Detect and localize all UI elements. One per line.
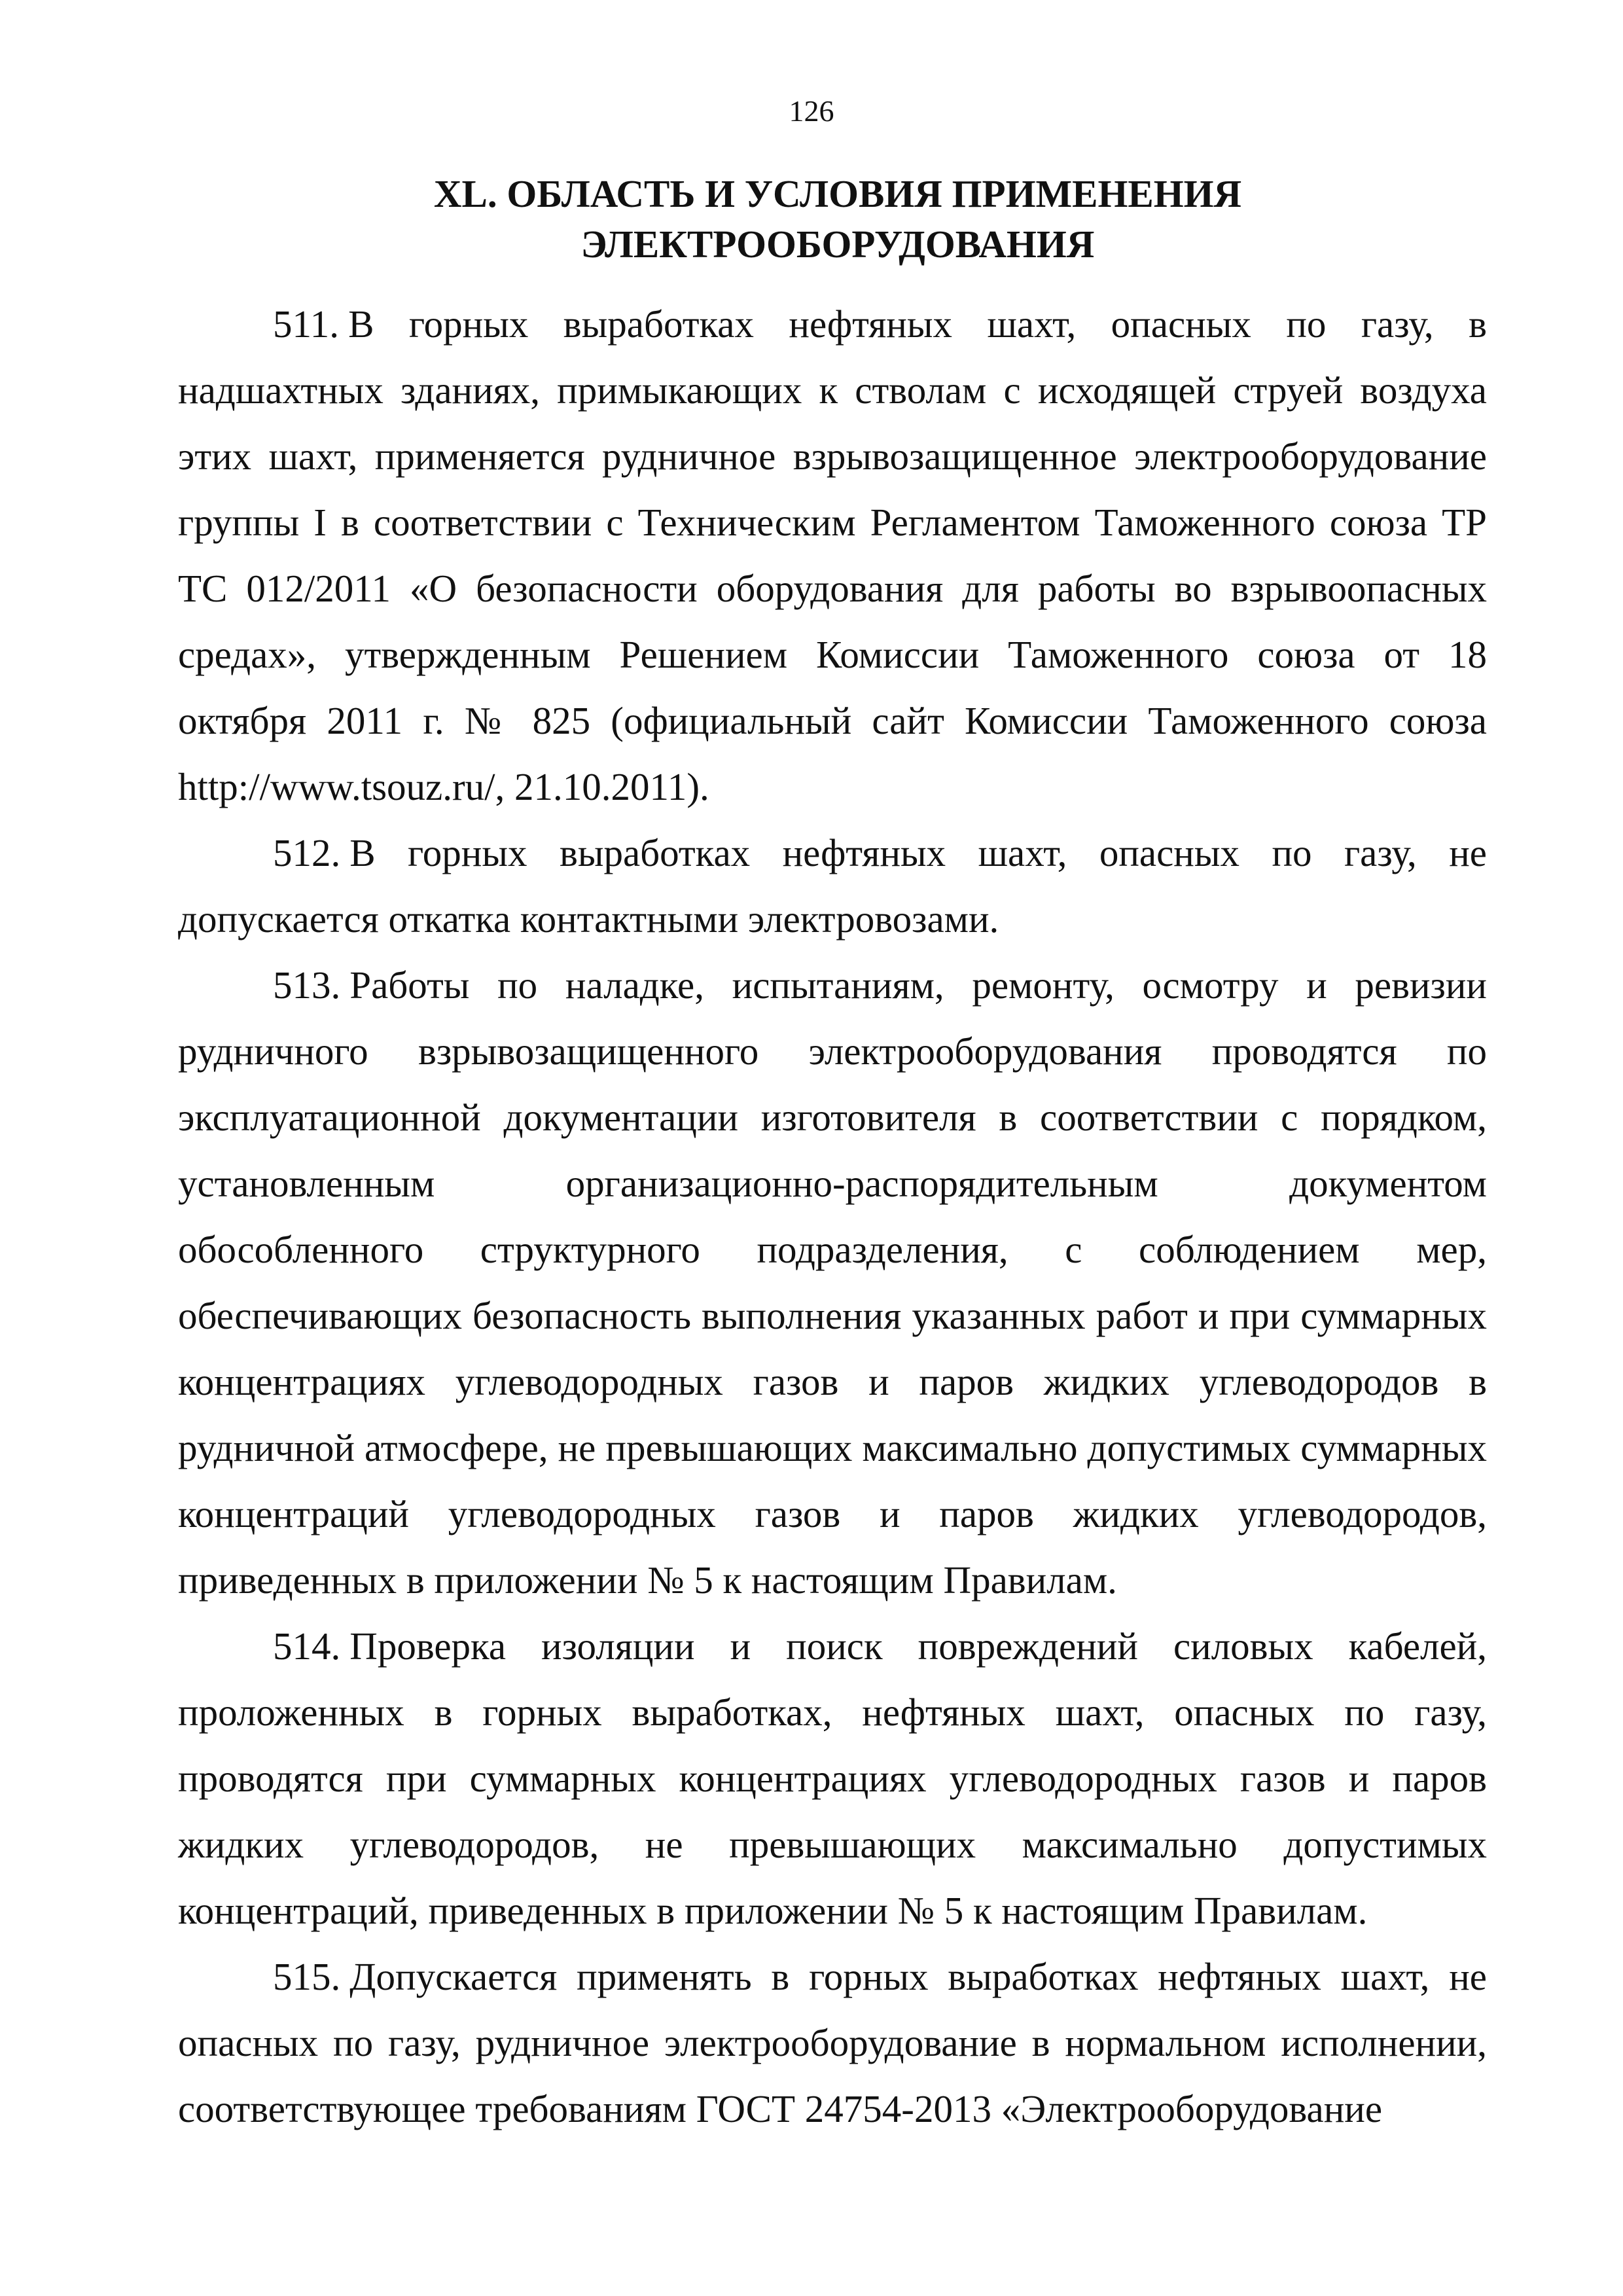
paragraph-text: Допускается применять в горных выработках нефтяных шахт, не опасных по газу, рудничное электрооборудование в нормальном исполнении, соответствующее требованиям ГОСТ 24754-2013 «Электрооборудование bbox=[178, 1955, 1487, 2130]
section-title-line-2: ЭЛЕКТРООБОРУДОВАНИЯ bbox=[580, 223, 1095, 266]
paragraph-text: Проверка изоляции и поиск повреждений силовых кабелей, проложенных в горных выработках, нефтяных шахт, опасных по газу, проводятся при суммарных концентрациях углеводородных газов и паров жидких углеводородов, не превышающих максимально допустимых концентраций, приведенных в приложении № 5 к настоящим Правилам. bbox=[178, 1624, 1487, 1932]
page-number: 126 bbox=[789, 94, 834, 128]
paragraph-number: 515. bbox=[273, 1955, 341, 1998]
paragraph-514 bbox=[178, 1613, 1487, 1944]
paragraph-511 bbox=[178, 291, 1487, 820]
section-title bbox=[183, 169, 1492, 270]
paragraph-text: Работы по наладке, испытаниям, ремонту, осмотру и ревизии рудничного взрывозащищенного электрооборудования проводятся по эксплуатационной документации изготовителя в соответствии с порядком, установленным организационно-распорядительным документом обособленного структурного подразделения, с соблюдением мер, обеспечивающих безопасность выполнения указанных работ и при суммарных концентрациях углеводородных газов и паров жидких углеводородов в рудничной атмосфере, не превышающих максимально допустимых суммарных концентраций углеводородных газов и паров жидких углеводородов, приведенных в приложении № 5 к настоящим Правилам. bbox=[178, 963, 1487, 1602]
paragraph-text: В горных выработках нефтяных шахт, опасных по газу, в надшахтных зданиях, примыкающих к стволам с исходящей струей воздуха этих шахт, применяется рудничное взрывозащищенное электрооборудование группы I в соответствии с Техническим Регламентом Таможенного союза ТР ТС 012/2011 «О безопасности оборудования для работы во взрывоопасных средах», утвержденным Решением Комиссии Таможенного союза от 18 октября 2011 г. № 825 (официальный сайт Комиссии Таможенного союза http://www.tsouz.ru/, 21.10.2011). bbox=[178, 302, 1487, 808]
paragraph-number: 514. bbox=[273, 1624, 341, 1668]
paragraph-515 bbox=[178, 1944, 1487, 2142]
section-title-line-1: XL. ОБЛАСТЬ И УСЛОВИЯ ПРИМЕНЕНИЯ bbox=[433, 172, 1242, 215]
paragraph-text: В горных выработках нефтяных шахт, опасных по газу, не допускается откатка контактными электровозами. bbox=[178, 831, 1487, 941]
paragraph-number: 511. bbox=[273, 302, 340, 346]
document-body bbox=[178, 291, 1487, 2142]
paragraph-513 bbox=[178, 952, 1487, 1613]
paragraph-512 bbox=[178, 820, 1487, 952]
paragraph-number: 513. bbox=[273, 963, 341, 1007]
paragraph-number: 512. bbox=[273, 831, 341, 874]
